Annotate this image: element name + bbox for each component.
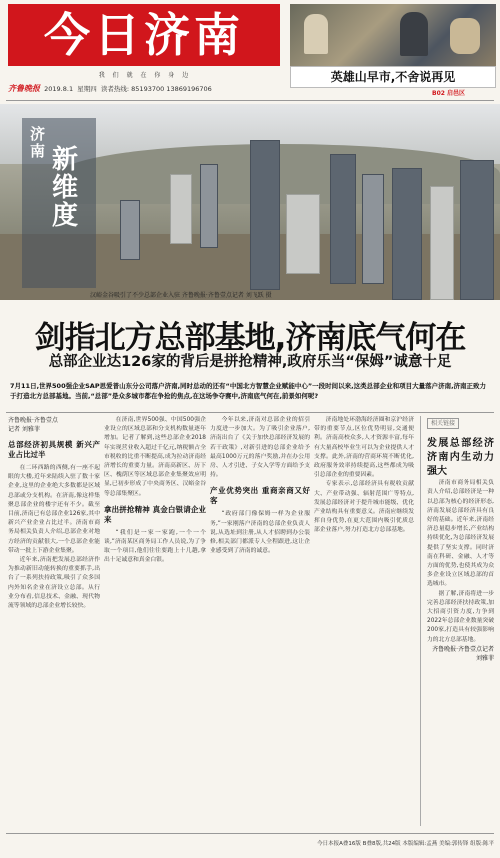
paragraph: 据了解,济南将进一步完善总部经济扶持政策,加大招商引资力度,力争到2022年总部企业数量突破200家,打造具有较强影响力的北方总部基地。 — [427, 590, 494, 643]
article-column-2 — [104, 416, 206, 812]
footer-divider — [6, 833, 494, 834]
article-column-3 — [210, 416, 310, 812]
paragraph: “我们是一家一家跑,一个一个谈,”济南某区商务局工作人员说,为了争取一个项目,他们往往要跑上十几趟,拿出十足诚意和真金白银。 — [104, 529, 206, 564]
top-divider — [6, 100, 494, 101]
paragraph: 济南市商务局相关负责人介绍,总部经济是一种以总部为核心的经济形态,济南发展总部经济具有良好的基础。近年来,济南经济总量稳步增长,产业结构持续优化,为总部经济发展提供了坚实支撑。同时济南在科研、金融、人才等方面的优势,也使其成为众多企业设立区域总部的首选城市。 — [427, 480, 494, 588]
related-links-tag: 相关链接 — [427, 418, 459, 429]
masthead — [0, 0, 500, 84]
article-column-4 — [314, 416, 414, 812]
mid-divider — [6, 412, 494, 413]
paragraph: 在济南,世界500强、中国500强企业设立的区域总部和分支机构数量逐年增加。记者了解到,这些总部企业2018年实现营业收入超过千亿元,纳税额占全市税收的比重不断提高,成为拉动济南经济增长的重要力量。济南高新区、历下区、槐荫区等区域总部企业集聚效应明显,已初步形成了中央商务区、汉峪金谷等总部集聚区。 — [104, 417, 206, 497]
hero-building — [392, 168, 422, 300]
section-subhead-3: 产业优势突出 重商亲商又好客 — [210, 486, 310, 506]
hero-building — [250, 140, 280, 290]
masthead-slogan: 我 们 就 在 你 身 边 — [98, 72, 192, 79]
sidebar-headline[interactable]: 发展总部经济 济南内生动力强大 — [427, 438, 494, 478]
paragraph: 在二环西路的西侧,有一座不起眼的大楼,近年来陆续入驻了数十家企业,这里的企业绝大多数都是区域总部或分支机构。在济南,像这样集聚总部企业的楼宇还有不少。截至目前,济南已有总部企业126家,其中新兴产业企业占比过半。济南市商务局相关负责人介绍,总部企业对地方经济的贡献很大,一个总部企业能带动一批上下游企业集聚。 — [8, 465, 100, 554]
hero-building — [200, 164, 218, 248]
sidebar-related — [420, 416, 494, 826]
page-footer: 今日本报A叠16版 B叠8版,共24版 本版编辑:孟燕 美编:郭传锋 组版:陈平 — [317, 841, 494, 847]
hero-building — [286, 194, 320, 274]
photo-caption: 汉峪金谷吸引了不少总部企业入驻 齐鲁晚报·齐鲁壹点记者 刘飞跃 摄 — [90, 292, 272, 299]
issue-date: 2019.8.1 — [44, 85, 74, 93]
article-subheadline: 总部企业达126家的背后是拼抢精神,政府乐当“保姆”诚意十足 — [48, 354, 452, 370]
byline-reporter: 记者 刘雅菲 — [8, 426, 40, 433]
paragraph: 专家表示,总部经济具有税收贡献大、产业带动强、辐射范围广等特点,发展总部经济对于提升城市能级、优化产业结构具有重要意义。济南应继续发挥自身优势,在更大范围内吸引优质总部企业落户,努力打造北方总部基地。 — [314, 481, 414, 534]
masthead-title: 今日济南 — [8, 4, 280, 66]
article-intro: 7月11日,世界500强企业SAP思爱普山东分公司落户济南,同时总动的还有“中国北方智慧企业赋能中心”一段时间以来,这类总部企业和项目大量落户济南,济南正致力于打造北方总部基地。当前,“总部”是众多城市都在争抢的焦点,在这场争夺赛中,济南底气何在,前景如何呢? — [10, 382, 487, 400]
teaser-person-1 — [304, 14, 328, 54]
hero-building — [430, 186, 454, 300]
teaser-headline[interactable]: 英雄山早市,不舍说再见 — [290, 66, 496, 88]
article-headline[interactable]: 剑指北方总部基地,济南底气何在 — [34, 320, 466, 356]
hero-building — [330, 154, 356, 284]
issue-weekday: 星期四 — [77, 85, 97, 93]
paragraph: “政府部门像保姆一样为企业服务,”一家刚落户济南的总部企业负责人说,从选址到注册,从人才招聘到办公装修,相关部门都派专人全程跟进,这让企业感受到了济南的诚意。 — [210, 511, 310, 555]
brand-logo: 齐鲁晚报 — [8, 84, 40, 93]
teaser-person-3 — [450, 18, 480, 54]
hero-building — [170, 174, 192, 244]
hotline-label: 读者热线: — [100, 85, 130, 93]
section-subhead-1: 总部经济初具规模 新兴产业占比过半 — [8, 440, 100, 459]
section-subhead-2: 拿出拼抢精神 真金白银请企业来 — [104, 504, 206, 524]
teaser-photo[interactable] — [290, 4, 496, 66]
teaser-person-2 — [400, 12, 428, 56]
section-tag-city: 济南 — [30, 125, 46, 160]
dateline — [8, 82, 290, 96]
hotline-number: 85193700 13869196706 — [131, 85, 212, 93]
paragraph: 济南地处环渤海经济圈和京沪经济带的重要节点,区位优势明显,交通便利。济南高校众多,人才资源丰富,每年有大量高校毕业生可以为企业提供人才支撑。此外,济南的营商环境不断优化,政府服务效率持续提高,这些都成为吸引总部企业的重要因素。 — [314, 417, 414, 479]
paragraph: 今年以来,济南对总部企业的招引力度进一步加大。为了吸引企业落户,济南出台了《关于加快总部经济发展的若干政策》,对新引进的总部企业给予最高1000万元的落户奖励,并在办公用房、人才引进、子女入学等方面给予支持。 — [210, 417, 310, 479]
byline-source: 齐鲁晚报·齐鲁壹点 — [8, 417, 58, 424]
paragraph: 近年来,济南把发展总部经济作为推动新旧动能转换的重要抓手,出台了一系列扶持政策,吸引了众多国内外知名企业在济设立总部。从行业分布看,信息技术、金融、现代物流等领域的总部企业增长较快。 — [8, 557, 100, 610]
article-column-1 — [8, 416, 100, 812]
hero-building — [362, 174, 384, 284]
teaser-page-ref: B02 启邑区 — [432, 90, 466, 97]
section-tag-title: 新维度 — [52, 145, 79, 231]
hero-building — [120, 200, 140, 260]
sidebar-signature: 齐鲁晚报·齐鲁壹点记者 刘雅菲 — [432, 645, 494, 663]
hero-building — [460, 160, 494, 300]
